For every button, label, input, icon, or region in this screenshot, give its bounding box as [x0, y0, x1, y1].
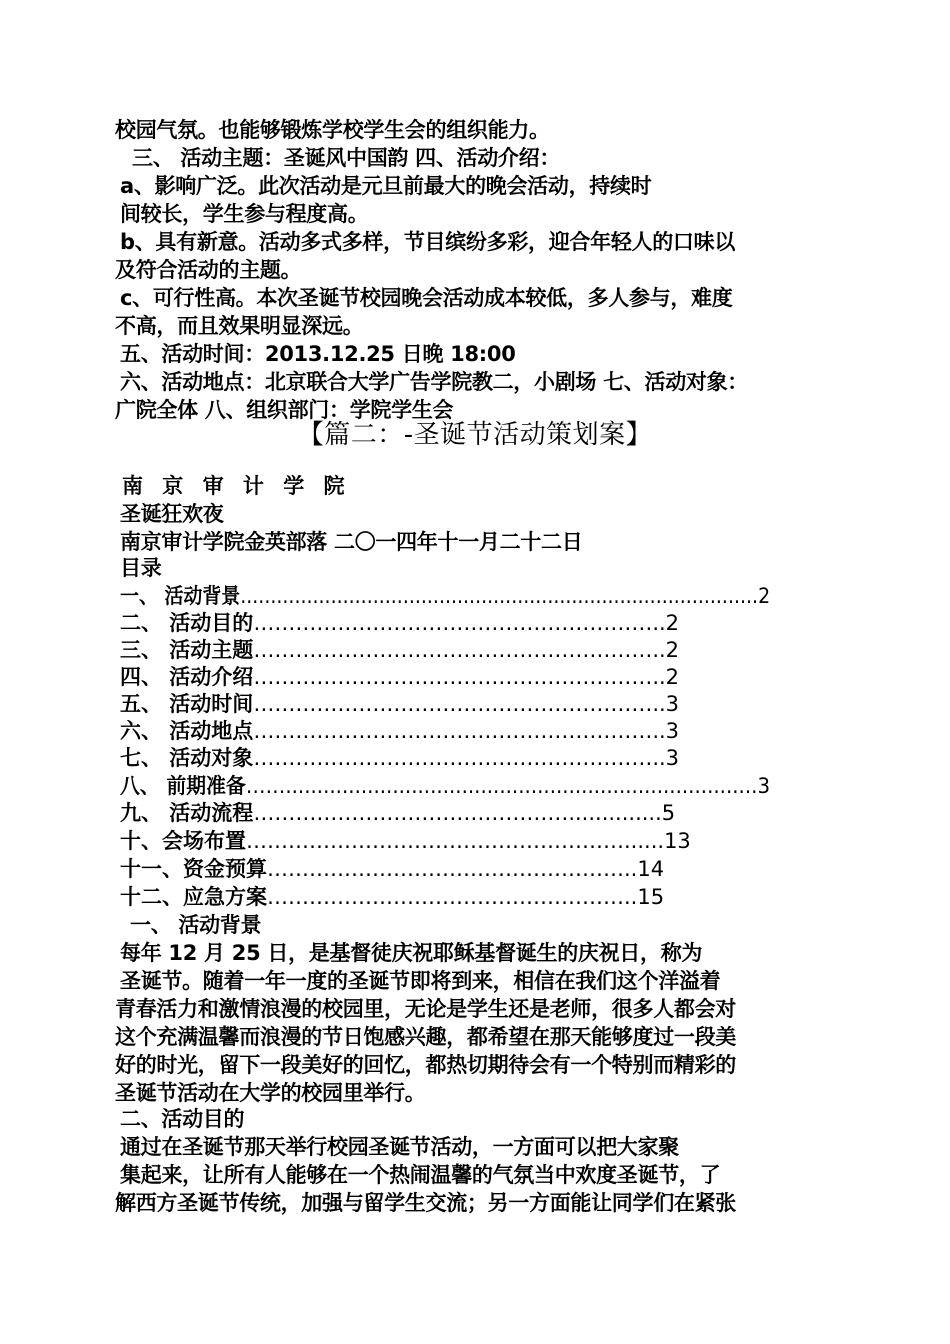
- toc-page-number: 3: [665, 719, 680, 743]
- toc-label: 七、 活动对象: [120, 746, 254, 770]
- toc-entry: [120, 582, 770, 610]
- toc-page-number: 2: [665, 665, 680, 689]
- text-line: b、具有新意。活动多式多样，节目缤纷多彩，迎合年轻人的口味以: [120, 230, 736, 254]
- toc-entry: [120, 883, 664, 911]
- section-heading: 五、活动时间：2013.12.25 日晚 18:00: [120, 342, 516, 366]
- toc-page-number: 3: [665, 746, 680, 770]
- toc-label: 三、 活动主题: [120, 638, 254, 662]
- toc-entry: [120, 663, 679, 691]
- toc-page-number: 5: [661, 801, 676, 825]
- text-line: 及符合活动的主题。: [115, 258, 302, 282]
- section-title: 【篇二：-圣诞节活动策划案】: [297, 420, 653, 450]
- toc-entry: [120, 690, 679, 718]
- toc-entry: [120, 717, 679, 745]
- toc-page-number: 15: [637, 885, 665, 909]
- toc-entry: [120, 772, 770, 800]
- toc-label: 八、 前期准备: [120, 774, 246, 798]
- toc-label: 九、 活动流程: [120, 801, 254, 825]
- section-heading: 二、活动目的: [120, 1107, 245, 1131]
- text-line: 青春活力和激情浪漫的校园里，无论是学生还是老师，很多人都会对: [115, 997, 736, 1021]
- text-line: 圣诞节活动在大学的校园里举行。: [115, 1081, 426, 1105]
- toc-heading: 目录: [120, 556, 162, 580]
- text-line: 通过在圣诞节那天举行校园圣诞节活动，一方面可以把大家聚: [120, 1135, 679, 1159]
- text-line: 圣诞节。随着一年一度的圣诞节即将到来，相信在我们这个洋溢着: [120, 969, 721, 993]
- toc-leader: ………………………………………..............: [253, 801, 662, 825]
- event-name: 圣诞狂欢夜: [120, 502, 224, 526]
- text-line: 每年 12 月 25 日，是基督徒庆祝耶稣基督诞生的庆祝日，称为: [120, 941, 703, 965]
- toc-label: 五、 活动时间: [120, 692, 254, 716]
- school-name: 南 京 审 计 学 院: [122, 474, 351, 498]
- section-heading: 广院全体 八、组织部门：学院学生会: [115, 398, 454, 422]
- text-line: 间较长，学生参与程度高。: [120, 202, 369, 226]
- toc-leader: ……...........................................................................: [245, 774, 758, 798]
- toc-entry: [120, 609, 679, 637]
- text-line: 不高，而且效果明显深远。: [115, 314, 364, 338]
- toc-leader: ……………………………………………..: [267, 857, 638, 881]
- section-heading: 三、 活动主题：圣诞风中国韵 四、活动介绍：: [132, 146, 561, 170]
- text-line: 集起来，让所有人能够在一个热闹温馨的气氛当中欢度圣诞节，了: [120, 1163, 721, 1187]
- toc-label: 六、 活动地点: [120, 719, 254, 743]
- toc-label: 二、 活动目的: [120, 611, 254, 635]
- section-heading: 六、活动地点：北京联合大学广告学院教二，小剧场 七、活动对象：: [120, 370, 749, 394]
- toc-leader: ………………………………………………......: [246, 829, 665, 853]
- toc-entry: [120, 799, 675, 827]
- toc-page-number: 2: [758, 584, 771, 608]
- toc-page-number: 2: [665, 611, 680, 635]
- toc-label: 一、 活动背景: [120, 584, 241, 608]
- toc-page-number: 3: [757, 774, 771, 798]
- text-line: a、影响广泛。此次活动是元旦前最大的晚会活动，持续时: [120, 174, 652, 198]
- toc-leader: ......................................................................................: [240, 584, 759, 608]
- toc-page-number: 13: [664, 829, 691, 853]
- toc-leader: ……………………………………………..: [267, 885, 638, 909]
- toc-leader: …………………………………………………..: [253, 719, 666, 743]
- toc-leader: …………………………………………………..: [253, 692, 666, 716]
- toc-leader: …………………………………………………..: [253, 746, 666, 770]
- toc-label: 四、 活动介绍: [120, 665, 254, 689]
- text-line: 校园气氛。也能够锻炼学校学生会的组织能力。: [115, 118, 550, 142]
- toc-leader: …………………………………………………..: [253, 638, 666, 662]
- toc-entry: [120, 827, 691, 855]
- section-heading: 一、 活动背景: [130, 913, 262, 937]
- toc-label: 十一、资金预算: [120, 857, 267, 881]
- toc-page-number: 14: [637, 857, 665, 881]
- toc-page-number: 2: [665, 638, 680, 662]
- text-line: 好的时光，留下一段美好的回忆，都热切期待会有一个特别而精彩的: [115, 1053, 736, 1077]
- organizer-date: 南京审计学院金英部落 二〇一四年十一月二十二日: [120, 530, 583, 554]
- toc-entry: [120, 636, 679, 664]
- toc-page-number: 3: [665, 692, 680, 716]
- toc-leader: …………………………………………………..: [253, 665, 666, 689]
- toc-entry: [120, 744, 679, 772]
- toc-label: 十二、应急方案: [120, 885, 267, 909]
- text-line: 解西方圣诞节传统，加强与留学生交流；另一方面能让同学们在紧张: [115, 1191, 736, 1215]
- toc-leader: …………………………………………………..: [253, 611, 666, 635]
- toc-entry: [120, 855, 664, 883]
- text-line: 这个充满温馨而浪漫的节日饱感兴趣，都希望在那天能够度过一段美: [115, 1025, 736, 1049]
- text-line: c、可行性高。本次圣诞节校园晚会活动成本较低，多人参与，难度: [120, 286, 733, 310]
- toc-label: 十、会场布置: [120, 829, 246, 853]
